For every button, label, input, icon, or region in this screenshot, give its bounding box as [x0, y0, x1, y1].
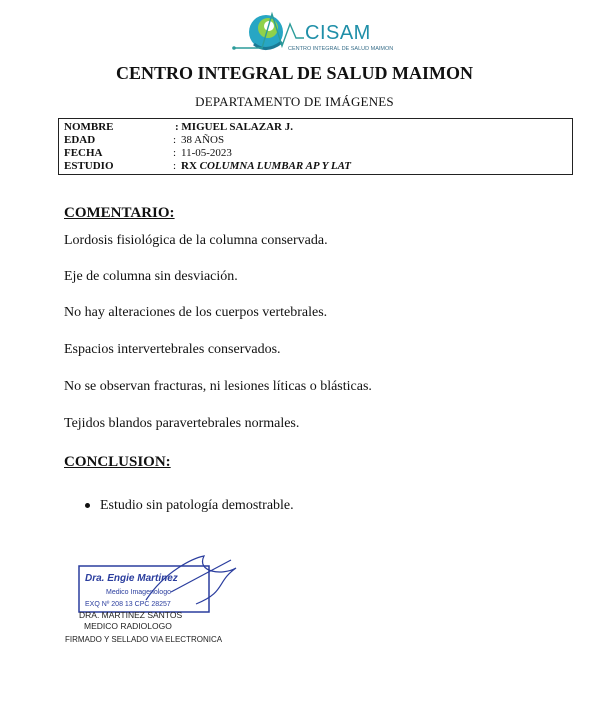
- stamp-name: Dra. Engie Martinez: [85, 573, 178, 584]
- patient-info-box: [58, 118, 573, 175]
- conclusion-heading: CONCLUSION:: [64, 454, 171, 470]
- comment-line: Espacios intervertebrales conservados.: [64, 342, 281, 357]
- name-label: NOMBRE: [64, 121, 114, 133]
- study-name: COLUMNA LUMBAR AP Y LAT: [199, 160, 352, 172]
- study-label: ESTUDIO: [64, 160, 114, 172]
- comment-line: Tejidos blandos paravertebrales normales.: [64, 416, 300, 431]
- comment-line: Lordosis fisiológica de la columna conservada.: [64, 233, 328, 248]
- comment-line: Eje de columna sin desviación.: [64, 269, 238, 284]
- signature-note: FIRMADO Y SELLADO VIA ELECTRONICA: [65, 635, 223, 644]
- cisam-logo: [232, 6, 394, 60]
- logo-subtitle: CENTRO INTEGRAL DE SALUD MAIMON: [288, 46, 394, 52]
- name-value: : MIGUEL SALAZAR J.: [175, 121, 293, 133]
- doctor-role: MEDICO RADIOLOGO: [84, 621, 172, 631]
- document-title: CENTRO INTEGRAL DE SALUD MAIMON: [115, 63, 474, 83]
- doctor-stamp: [76, 552, 246, 614]
- study-value: [181, 160, 351, 173]
- conclusion-item: Estudio sin patología demostrable.: [100, 498, 294, 513]
- age-separator: :: [173, 134, 177, 146]
- bullet-dot: [85, 503, 90, 508]
- age-value: 38 AÑOS: [181, 134, 225, 146]
- date-value: 11-05-2023: [181, 147, 232, 159]
- doctor-name: DRA. MARTINEZ SANTOS: [79, 610, 183, 620]
- study-separator: :: [173, 160, 177, 172]
- comment-line: No hay alteraciones de los cuerpos vertebrales.: [64, 305, 328, 320]
- comment-heading: COMENTARIO:: [64, 205, 175, 221]
- study-prefix: RX: [181, 160, 197, 172]
- department-title: DEPARTAMENTO DE IMÁGENES: [195, 94, 394, 109]
- comment-line: No se observan fracturas, ni lesiones líticas o blásticas.: [64, 379, 372, 394]
- stamp-role: Medico Imagenologo: [106, 589, 171, 596]
- date-label: FECHA: [64, 147, 103, 159]
- age-label: EDAD: [64, 134, 96, 146]
- date-separator: :: [173, 147, 177, 159]
- stamp-exq: EXQ Nº 208 13 CPC 28257: [85, 601, 171, 608]
- logo-text: CISAM: [305, 22, 371, 44]
